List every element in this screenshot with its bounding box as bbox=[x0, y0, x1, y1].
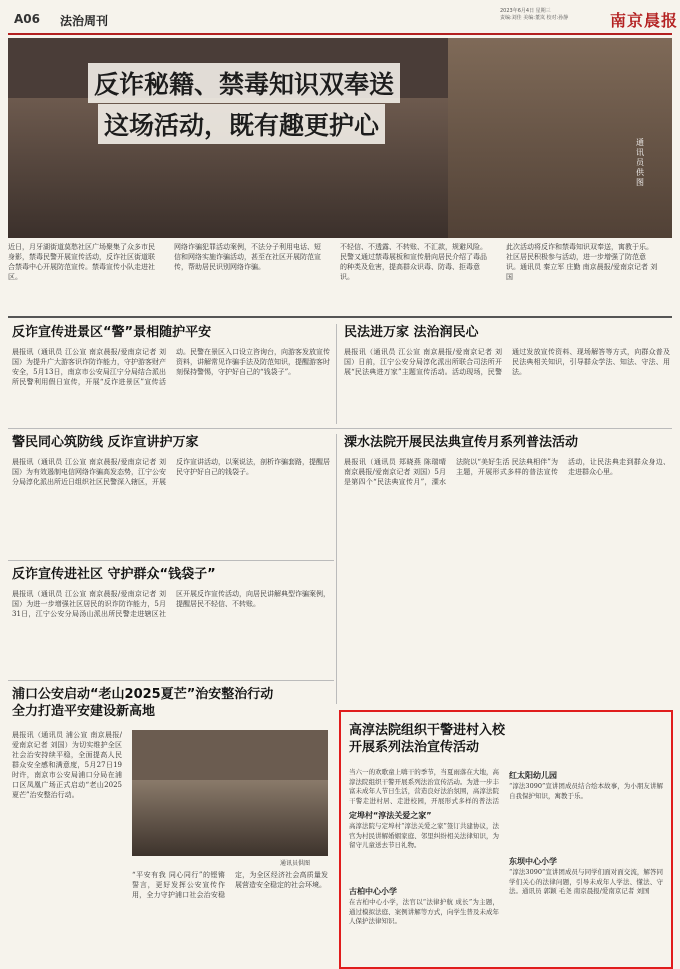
row-divider bbox=[8, 560, 334, 561]
police-group-photo bbox=[132, 780, 328, 856]
article-gaochun-court-box bbox=[339, 710, 673, 969]
article-title: 警民同心筑防线 反诈宣讲护万家 bbox=[12, 435, 199, 450]
article-title: 民法进万家 法治润民心 bbox=[344, 325, 479, 340]
article-body-2: “平安有我 同心同行”的铿锵誓言，更好发挥公安宣传作用，全力守护浦口社会治安稳定，为全区经济社会高质量发展营造安全稳定的社会环境。 bbox=[132, 871, 328, 899]
box-subhead-3: 红太阳幼儿园 bbox=[509, 771, 557, 780]
newspaper-logo: 南京晨报 bbox=[610, 11, 679, 30]
lead-col-4: 此次活动将反诈和禁毒知识双奉送，寓教于乐。社区居民积极参与活动，进一步增强了防范意识。通讯员 秦立军 庄勤 南京晨报/爱南京记者 刘国 bbox=[506, 243, 658, 281]
pukou-photo bbox=[132, 730, 328, 856]
article-body: 晨报讯（通讯员 江公宣 南京晨报/爱南京记者 刘国）为进一步增强社区居民的识诈防诈能力，5月31日，江宁公安分局汤山派出所民警走进辖区社区开展反诈宣传活动，向居民讲解典型诈骗案例，提醒居民不轻信、不转账。 bbox=[12, 590, 330, 618]
article-title: 浦口公安启动“老山2025夏芒”治安整治行动 bbox=[12, 687, 274, 702]
article-subtitle: 全力打造平安建设新高地 bbox=[12, 704, 156, 719]
issue-editors: 责编:刘佳 美编:董岚 校对:孙静 bbox=[500, 15, 569, 21]
box-subtitle: 开展系列法治宣传活动 bbox=[349, 740, 480, 755]
box-body-3: “淳法3090”宣讲团成员结合绘本故事，为小朋友讲解自我保护知识，寓教于乐。 bbox=[509, 782, 663, 800]
column-divider bbox=[336, 324, 337, 424]
article-title: 反诈宣传进景区“警”景相随护平安 bbox=[12, 325, 212, 340]
lead-col-2: 网络诈骗犯罪活动案例，不法分子利用电话、短信和网络实施诈骗活动，甚至在社区开展防范宣传，帮助居民识别网络诈骗。 bbox=[174, 243, 321, 271]
article-body: 晨报讯（通讯员 郑晓燕 陈瑞晴 南京晨报/爱南京记者 刘国）5月是第四个“民法典宣传月”，溧水法院以“美好生活 民法典相伴”为主题，开展形式多样的普法宣传活动，让民法典走到群众身边、走进群众心里。 bbox=[344, 458, 670, 486]
article-lishui-court bbox=[344, 434, 670, 704]
article-body: 晨报讯（通讯员 江公宣 南京晨报/爱南京记者 刘国）为提升广大游客识诈防诈能力，守护游客财产安全，5月13日，南京市公安局江宁分局结合派出所民警利用假日宣传，开展“反诈进景区”宣传活动。民警在景区入口设立咨询台，向游客发放宣传资料，讲解常见诈骗手法及防范知识，提醒游客时刻保持警惕，守护好自己的“钱袋子”。 bbox=[12, 348, 330, 386]
hero-photo bbox=[8, 38, 672, 238]
photo-caption: 通讯员供图 bbox=[280, 860, 311, 867]
article-title: 溧水法院开展民法典宣传月系列普法活动 bbox=[344, 435, 579, 450]
hero-title-line1: 反诈秘籍、禁毒知识双奉送 bbox=[88, 63, 400, 103]
hero-photo-caption: 通讯员供图 bbox=[636, 138, 644, 187]
row-divider bbox=[8, 680, 334, 681]
box-subhead-2: 古柏中心小学 bbox=[349, 887, 397, 896]
box-body-1: 高淳法院与定埠村“淳法关爱之家”签订共建协议，法官为村民讲解婚姻家庭、邻里纠纷相关法律知识，为留守儿童送去节日礼物。 bbox=[349, 822, 499, 849]
box-intro: 当六一的欢歌童上嗨干的季节，当夏雨落在大地，高淳法院组织干警开展系列法治宣传活动。为进一步丰富未成年人节日生活，营造良好法治氛围，高淳法院干警走进村居、走进校园，开展形式多样的普法活 bbox=[349, 768, 499, 805]
box-body-4: “淳法3090”宣讲团成员与同学们面对面交流，解答同学们关心的法律问题，引导未成年人学法、懂法、守法。通讯员 郭颖 毛尧 南京晨报/爱南京记者 刘国 bbox=[509, 868, 663, 895]
lead-col-3: 不轻信、不透露、不转账、不汇款，规避风险。民警又通过禁毒展板和宣传册向居民介绍了毒品的种类及危害，提高群众识毒、防毒、拒毒意识。 bbox=[340, 243, 487, 281]
box-subhead-1: 定埠村“淳法关爱之家” bbox=[349, 811, 432, 820]
box-body-2: 在古柏中心小学，法官以“法律护航 成长”为主题，通过模拟法庭、案例讲解等方式，向学生普及未成年人保护法律知识。 bbox=[349, 898, 499, 925]
section-title: 法治周刊 bbox=[60, 14, 109, 28]
article-body: 晨报讯（通讯员 江公宣 南京晨报/爱南京记者 刘国）日前，江宁公安分局淳化派出所联合司法所开展“民法典进万家”主题宣传活动。活动现场，民警通过发放宣传资料、现场解答等方式，向群众普及民法典相关知识，引导群众学法、知法、守法、用法。 bbox=[344, 348, 670, 376]
issue-date: 2023年6月4日 星期三 bbox=[500, 8, 551, 14]
box-title: 高淳法院组织干警进村入校 bbox=[349, 723, 506, 738]
article-body: 晨报讯（通讯员 浦公宣 南京晨报/爱南京记者 刘国）为切实维护全区社会治安持续平稳，全面提高人民群众安全感和满意度，5月27日19时许，南京市公安局浦口分局在浦口区凤凰广场正式启动“老山2025夏芒”治安整治行动。 bbox=[12, 731, 122, 799]
section-divider bbox=[8, 316, 672, 318]
article-body: 晨报讯（通讯员 江公宣 南京晨报/爱南京记者 刘国）为有效遏制电信网络诈骗高发态势，江宁公安分局淳化派出所近日组织社区民警深入辖区，开展反诈宣讲活动，以案说法，剖析诈骗套路，提醒居民守护好自己的钱袋子。 bbox=[12, 458, 330, 486]
column-divider bbox=[336, 434, 337, 704]
lead-col-1: 近日，月牙湖街道莫愁社区广场聚集了众多市民身影，禁毒民警开展宣传活动，反诈社区街道联合禁毒中心开展防范宣传。禁毒宣传小队走进社区。 bbox=[8, 243, 155, 281]
hero-title-line2: 这场活动，既有趣更护心 bbox=[98, 104, 385, 144]
article-police-antifraud bbox=[12, 434, 330, 554]
article-scenic-antifraud bbox=[12, 324, 330, 424]
article-community-antifraud bbox=[12, 566, 330, 676]
article-title: 反诈宣传进社区 守护群众“钱袋子” bbox=[12, 567, 216, 582]
lead-article-body bbox=[8, 242, 672, 312]
header-rule bbox=[8, 33, 672, 35]
issue-info bbox=[500, 8, 610, 22]
box-subhead-4: 东坝中心小学 bbox=[509, 857, 557, 866]
row-divider bbox=[8, 428, 672, 429]
page-number: A06 bbox=[14, 12, 40, 26]
article-pukou-police bbox=[12, 686, 330, 966]
page-header bbox=[0, 0, 680, 36]
article-civil-code bbox=[344, 324, 670, 424]
